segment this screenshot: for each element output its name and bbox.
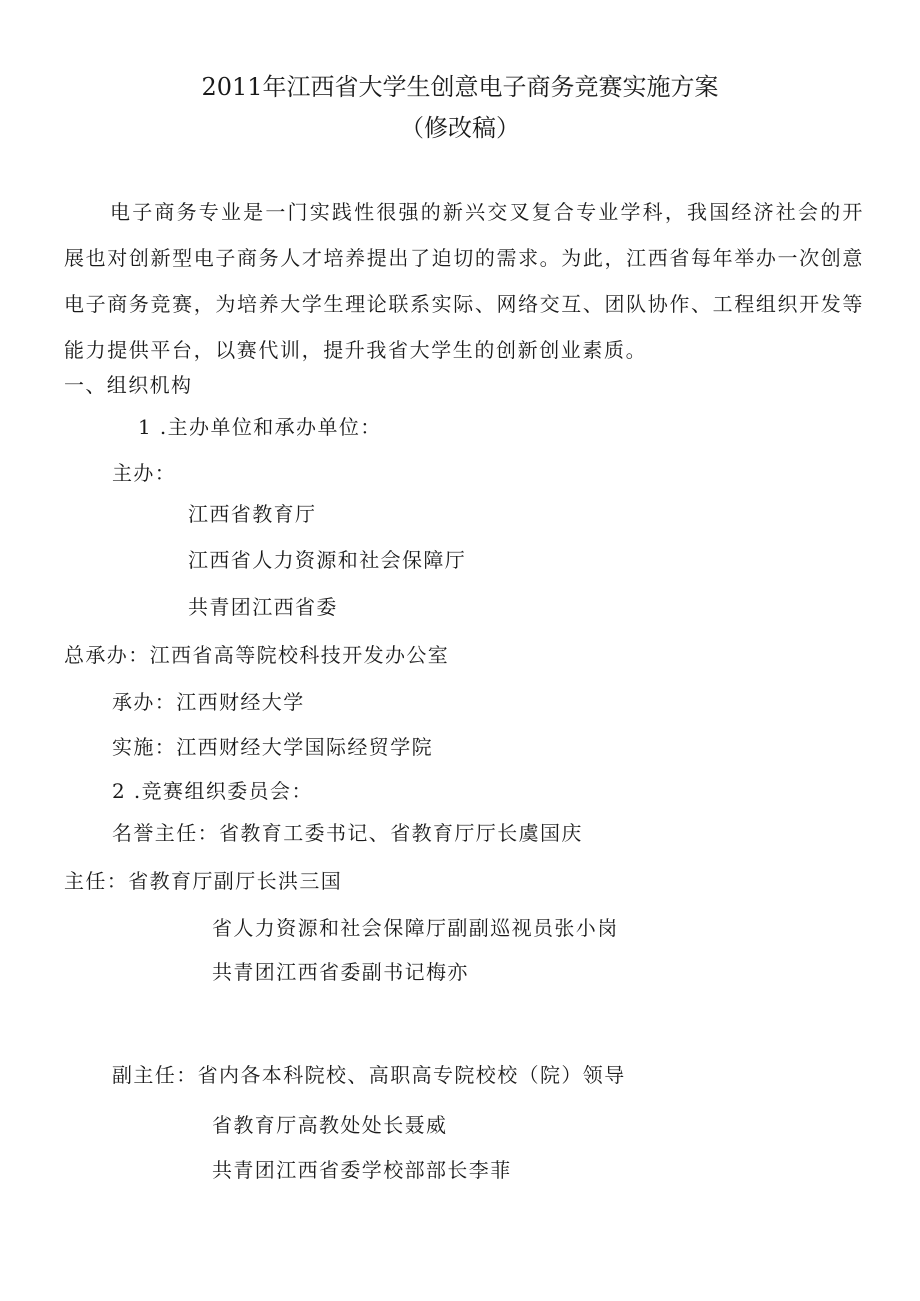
item-heading-committee: 2 .竞赛组织委员会： xyxy=(112,779,313,803)
general-organizer: 总承办：江西省高等院校科技开发办公室 xyxy=(64,643,450,667)
host-item: 共青团江西省委 xyxy=(188,595,338,619)
deputy-member: 省教育厅高教处处长聂威 xyxy=(212,1113,448,1137)
director-member: 省人力资源和社会保障厅副副巡视员张小岗 xyxy=(212,916,619,940)
section-heading-organization: 一、组织机构 xyxy=(64,373,193,397)
host-item: 江西省人力资源和社会保障厅 xyxy=(188,548,467,572)
item-heading-host-units: 1 .主办单位和承办单位： xyxy=(138,415,382,439)
deputy-member: 共青团江西省委学校部部长李菲 xyxy=(212,1158,512,1182)
host-label: 主办： xyxy=(112,461,177,485)
implementer: 实施：江西财经大学国际经贸学院 xyxy=(112,735,433,759)
honorary-director: 名誉主任：省教育工委书记、省教育厅厅长虞国庆 xyxy=(112,821,583,845)
document-title: 2011年江西省大学生创意电子商务竞赛实施方案 xyxy=(201,73,719,101)
host-item: 江西省教育厅 xyxy=(188,502,317,526)
intro-paragraph: 电子商务专业是一门实践性很强的新兴交叉复合专业学科，我国经济社会的开展也对创新型电子商务人才培养提出了迫切的需求。为此，江西省每年举办一次创意电子商务竞赛，为培养大学生理论联系实际、网络交互、团队协作、工程组织开发等能力提供平台，以赛代训，提升我省大学生的创新创业素质。 xyxy=(64,200,864,362)
director-member: 共青团江西省委副书记梅亦 xyxy=(212,960,469,984)
director: 主任：省教育厅副厅长洪三国 xyxy=(64,869,343,893)
organizer: 承办：江西财经大学 xyxy=(112,690,305,714)
document-subtitle: （修改稿） xyxy=(400,114,520,142)
deputy-director: 副主任：省内各本科院校、高职高专院校校（院）领导 xyxy=(112,1063,626,1087)
